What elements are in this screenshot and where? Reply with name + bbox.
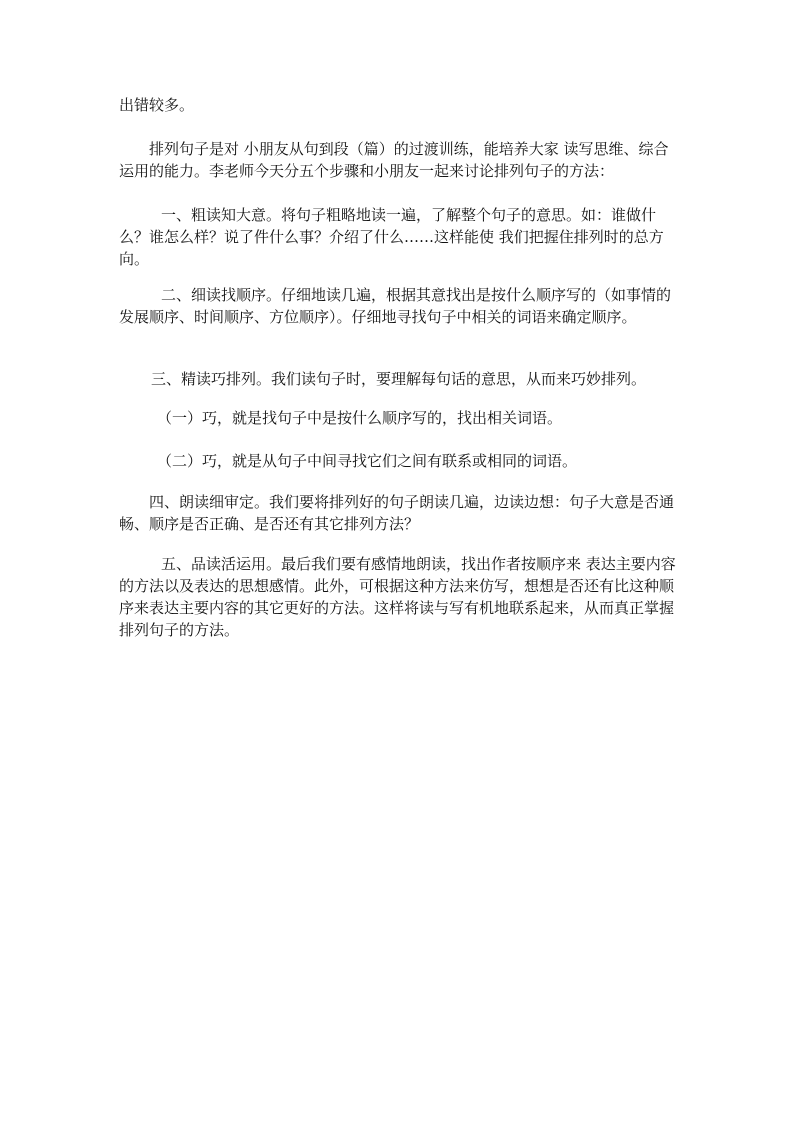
paragraph-step-4: 四、朗读细审定。我们要将排列好的句子朗读几遍，边读边想：句子大意是否通畅、顺序是否正确、是否还有其它排列方法？ [119, 493, 675, 533]
paragraph-intro-end: 出错较多。 [119, 96, 195, 114]
paragraph-overview: 排列句子是对 小朋友从句到段（篇）的过渡训练，能培养大家 读写思维、综合运用的能力。李老师今天分五个步骤和小朋友一起来讨论排列句子的方法： [119, 140, 669, 180]
paragraph-step-5: 五、品读活运用。最后我们要有感情地朗读，找出作者按顺序来 表达主要内容的方法以及表达的思想感情。此外，可根据这种方法来仿写，想想是否还有比这种顺序来表达主要内容的其它更好的方法。这样将读与写有机地联系起来，从而真正掌握排列句子的方法。 [119, 555, 676, 639]
paragraph-step-3: 三、精读巧排列。我们读句子时，要理解每句话的意思，从而来巧妙排列。 [151, 370, 647, 388]
paragraph-step-3-sub-1: （一）巧，就是找句子中是按什么顺序写的，找出相关词语。 [157, 409, 563, 427]
paragraph-step-3-sub-2: （二）巧，就是从句子中间寻找它们之间有联系或相同的词语。 [157, 452, 578, 470]
paragraph-step-1: 一、粗读知大意。将句子粗略地读一遍，了解整个句子的意思。如：谁做什么？谁怎么样？说了件什么事？介绍了什么……这样能使 我们把握住排列时的总方向。 [119, 206, 664, 268]
paragraph-step-2: 二、细读找顺序。仔细地读几遍，根据其意找出是按什么顺序写的（如事情的发展顺序、时间顺序、方位顺序）。仔细地寻找句子中相关的词语来确定顺序。 [119, 286, 672, 326]
